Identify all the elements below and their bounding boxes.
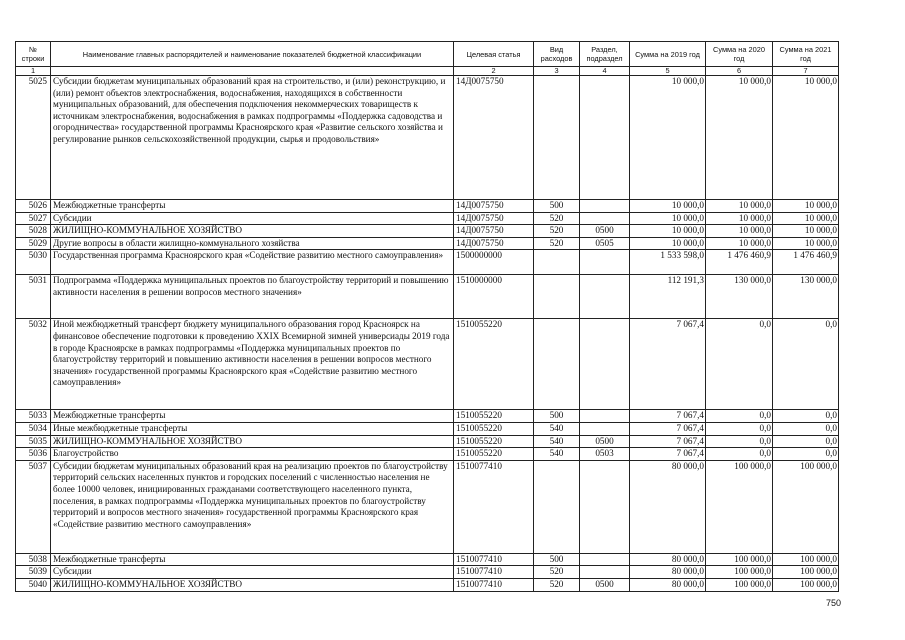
table-row: [16, 212, 839, 225]
table-body: [16, 76, 839, 592]
row-expense-type: 520: [534, 225, 580, 238]
header-num-3: 3: [534, 67, 580, 76]
row-sum-2021: 0,0: [773, 410, 839, 423]
row-sum-2020: 0,0: [706, 319, 773, 410]
row-sum-2021: 0,0: [773, 435, 839, 448]
row-sum-2020: 0,0: [706, 410, 773, 423]
row-target-article: 1510055220: [454, 319, 534, 410]
row-sum-2020: 1 476 460,9: [706, 250, 773, 275]
row-number: 5033: [16, 410, 51, 423]
row-sum-2019: 10 000,0: [630, 76, 706, 200]
row-sum-2020: 10 000,0: [706, 212, 773, 225]
row-sum-2019: 10 000,0: [630, 237, 706, 250]
row-target-article: 14Д0075750: [454, 237, 534, 250]
row-sum-2020: 10 000,0: [706, 237, 773, 250]
table-row: [16, 460, 839, 553]
row-sum-2021: 10 000,0: [773, 76, 839, 200]
row-sum-2019: 80 000,0: [630, 566, 706, 579]
row-section: 0500: [580, 435, 630, 448]
table-row: [16, 448, 839, 461]
row-expense-type: 520: [534, 566, 580, 579]
table-row: [16, 422, 839, 435]
row-sum-2019: 10 000,0: [630, 212, 706, 225]
row-sum-2020: 0,0: [706, 448, 773, 461]
row-expense-type: 540: [534, 448, 580, 461]
row-section: [580, 422, 630, 435]
row-sum-2020: 10 000,0: [706, 200, 773, 213]
row-number: 5035: [16, 435, 51, 448]
table-row: [16, 200, 839, 213]
row-sum-2021: 100 000,0: [773, 460, 839, 553]
header-num-4: 4: [580, 67, 630, 76]
row-sum-2019: 7 067,4: [630, 435, 706, 448]
row-sum-2021: 100 000,0: [773, 566, 839, 579]
row-section: 0503: [580, 448, 630, 461]
row-name: Субсидии бюджетам муниципальных образований края на реализацию проектов по благоустройству территорий сельских населенных пунктов и городских поселений с численностью населения не более 10000 человек, инициированных гражданами соответствующего населенного пункта, поселения, в рамках подпрограммы «Поддержка муниципальных проектов по благоустройству территорий и вопросов местного значения» государственной программы Красноярского края «Содействие развитию местного самоуправления»: [51, 460, 454, 553]
header-num-1b: [51, 67, 454, 76]
row-name: ЖИЛИЩНО-КОММУНАЛЬНОЕ ХОЗЯЙСТВО: [51, 578, 454, 591]
row-section: [580, 553, 630, 566]
row-sum-2020: 10 000,0: [706, 76, 773, 200]
row-number: 5027: [16, 212, 51, 225]
row-sum-2020: 100 000,0: [706, 553, 773, 566]
row-name: ЖИЛИЩНО-КОММУНАЛЬНОЕ ХОЗЯЙСТВО: [51, 435, 454, 448]
row-expense-type: [534, 319, 580, 410]
header-expense-type: Вид расходов: [534, 42, 580, 67]
row-target-article: 1510077410: [454, 578, 534, 591]
table-row: [16, 578, 839, 591]
row-section: 0500: [580, 225, 630, 238]
row-name: ЖИЛИЩНО-КОММУНАЛЬНОЕ ХОЗЯЙСТВО: [51, 225, 454, 238]
row-number: 5036: [16, 448, 51, 461]
row-target-article: 1510000000: [454, 275, 534, 319]
row-sum-2019: 7 067,4: [630, 410, 706, 423]
row-expense-type: [534, 275, 580, 319]
table-row: [16, 319, 839, 410]
row-target-article: 1500000000: [454, 250, 534, 275]
row-sum-2019: 7 067,4: [630, 319, 706, 410]
row-expense-type: 540: [534, 435, 580, 448]
row-expense-type: 520: [534, 212, 580, 225]
row-number: 5030: [16, 250, 51, 275]
row-expense-type: [534, 460, 580, 553]
row-target-article: 1510055220: [454, 448, 534, 461]
row-name: Государственная программа Красноярского края «Содействие развитию местного самоуправления»: [51, 250, 454, 275]
header-name: Наименование главных распорядителей и наименование показателей бюджетной классификации: [51, 42, 454, 67]
row-target-article: 1510055220: [454, 422, 534, 435]
row-sum-2021: 100 000,0: [773, 553, 839, 566]
row-sum-2020: 100 000,0: [706, 578, 773, 591]
row-sum-2019: 80 000,0: [630, 460, 706, 553]
row-name: Межбюджетные трансферты: [51, 410, 454, 423]
row-sum-2019: 112 191,3: [630, 275, 706, 319]
row-target-article: 1510055220: [454, 435, 534, 448]
row-name: Другие вопросы в области жилищно-коммунального хозяйства: [51, 237, 454, 250]
row-sum-2021: 10 000,0: [773, 200, 839, 213]
table-row: [16, 275, 839, 319]
header-num-7: 7: [773, 67, 839, 76]
budget-table: [15, 41, 839, 592]
row-sum-2019: 1 533 598,0: [630, 250, 706, 275]
row-section: [580, 566, 630, 579]
row-name: Субсидии: [51, 212, 454, 225]
row-sum-2019: 80 000,0: [630, 553, 706, 566]
row-expense-type: 520: [534, 578, 580, 591]
row-target-article: 1510077410: [454, 566, 534, 579]
row-number: 5025: [16, 76, 51, 200]
row-target-article: 1510077410: [454, 460, 534, 553]
table-row: [16, 566, 839, 579]
row-number: 5039: [16, 566, 51, 579]
row-expense-type: 500: [534, 200, 580, 213]
row-sum-2020: 10 000,0: [706, 225, 773, 238]
row-target-article: 14Д0075750: [454, 76, 534, 200]
row-sum-2020: 100 000,0: [706, 460, 773, 553]
row-section: [580, 212, 630, 225]
row-sum-2019: 7 067,4: [630, 422, 706, 435]
row-sum-2021: 10 000,0: [773, 212, 839, 225]
header-row-number: № строки: [16, 42, 51, 67]
row-target-article: 14Д0075750: [454, 225, 534, 238]
row-target-article: 1510055220: [454, 410, 534, 423]
row-sum-2021: 0,0: [773, 319, 839, 410]
header-sum-2019: Сумма на 2019 год: [630, 42, 706, 67]
row-name: Иные межбюджетные трансферты: [51, 422, 454, 435]
table-row: [16, 435, 839, 448]
row-target-article: 14Д0075750: [454, 212, 534, 225]
row-target-article: 14Д0075750: [454, 200, 534, 213]
row-name: Межбюджетные трансферты: [51, 553, 454, 566]
header-num-2: 2: [454, 67, 534, 76]
table-row: [16, 225, 839, 238]
row-expense-type: [534, 76, 580, 200]
header-sum-2021: Сумма на 2021 год: [773, 42, 839, 67]
row-expense-type: 500: [534, 553, 580, 566]
row-section: [580, 76, 630, 200]
row-name: Благоустройство: [51, 448, 454, 461]
table-row: [16, 250, 839, 275]
row-expense-type: 540: [534, 422, 580, 435]
header-target-article: Целевая статья: [454, 42, 534, 67]
row-section: 0505: [580, 237, 630, 250]
row-name: Субсидии бюджетам муниципальных образований края на строительство, и (или) реконструкцию, и (или) ремонт объектов электроснабжения, водоснабжения, находящихся в собственности муниципальных образований, для обеспечения подключения некоммерческих товариществ к источникам электроснабжения, водоснабжения в рамках подпрограммы «Поддержка садоводства и огородничества» государственной программы Красноярского края «Развитие сельского хозяйства и регулирование рынков сельскохозяйственной продукции, сырья и продовольствия»: [51, 76, 454, 200]
row-section: [580, 410, 630, 423]
row-number: 5032: [16, 319, 51, 410]
header-num-1: 1: [16, 67, 51, 76]
row-number: 5029: [16, 237, 51, 250]
row-name: Подпрограмма «Поддержка муниципальных проектов по благоустройству территорий и повышению активности населения в решении вопросов местного значения»: [51, 275, 454, 319]
row-sum-2021: 10 000,0: [773, 225, 839, 238]
row-name: Межбюджетные трансферты: [51, 200, 454, 213]
row-sum-2021: 0,0: [773, 422, 839, 435]
row-section: [580, 275, 630, 319]
row-sum-2021: 10 000,0: [773, 237, 839, 250]
row-sum-2020: 0,0: [706, 422, 773, 435]
header-sum-2020: Сумма на 2020 год: [706, 42, 773, 67]
page-number: 750: [826, 598, 842, 608]
header-section: Раздел, подраздел: [580, 42, 630, 67]
row-number: 5028: [16, 225, 51, 238]
row-number: 5031: [16, 275, 51, 319]
row-expense-type: [534, 250, 580, 275]
row-sum-2020: 100 000,0: [706, 566, 773, 579]
row-section: [580, 460, 630, 553]
table-row: [16, 237, 839, 250]
row-section: [580, 200, 630, 213]
row-sum-2020: 0,0: [706, 435, 773, 448]
table-row: [16, 553, 839, 566]
row-number: 5037: [16, 460, 51, 553]
row-number: 5034: [16, 422, 51, 435]
row-section: [580, 250, 630, 275]
row-section: 0500: [580, 578, 630, 591]
header-num-5: 5: [630, 67, 706, 76]
row-sum-2021: 100 000,0: [773, 578, 839, 591]
row-sum-2019: 10 000,0: [630, 225, 706, 238]
header-num-6: 6: [706, 67, 773, 76]
table-row: [16, 410, 839, 423]
row-number: 5040: [16, 578, 51, 591]
row-sum-2021: 0,0: [773, 448, 839, 461]
row-expense-type: 500: [534, 410, 580, 423]
row-sum-2019: 7 067,4: [630, 448, 706, 461]
row-sum-2021: 130 000,0: [773, 275, 839, 319]
row-section: [580, 319, 630, 410]
row-target-article: 1510077410: [454, 553, 534, 566]
row-sum-2019: 10 000,0: [630, 200, 706, 213]
row-sum-2021: 1 476 460,9: [773, 250, 839, 275]
row-expense-type: 520: [534, 237, 580, 250]
row-number: 5038: [16, 553, 51, 566]
table-row: [16, 76, 839, 200]
row-sum-2019: 80 000,0: [630, 578, 706, 591]
row-name: Субсидии: [51, 566, 454, 579]
row-sum-2020: 130 000,0: [706, 275, 773, 319]
row-name: Иной межбюджетный трансферт бюджету муниципального образования город Красноярск на финансовое обеспечение подготовки к проведению XXIX Всемирной зимней универсиады 2019 года в городе Красноярске в рамках подпрограммы «Поддержка муниципальных проектов по благоустройству территорий и повышению активности населения в решении вопросов местного значения» государственной программы Красноярского края «Содействие развитию местного самоуправления»: [51, 319, 454, 410]
row-number: 5026: [16, 200, 51, 213]
